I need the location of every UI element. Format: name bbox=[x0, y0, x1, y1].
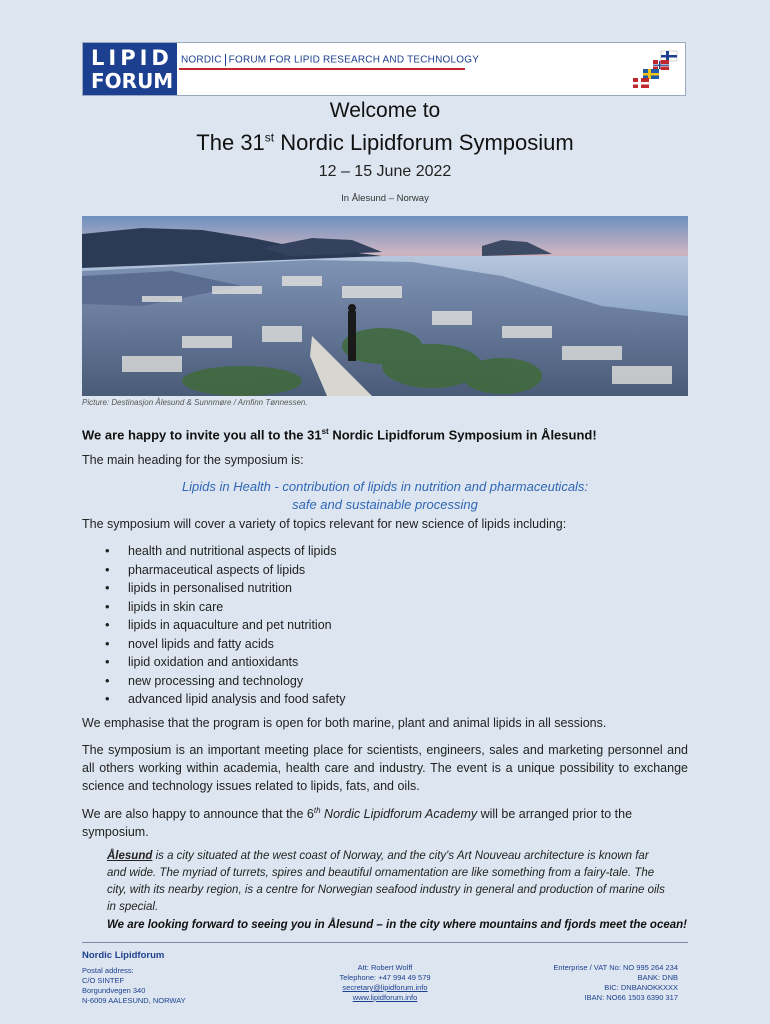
banner-title-left: NORDIC bbox=[181, 54, 222, 66]
invite-heading bbox=[82, 427, 597, 442]
postal-line-3: N-6009 AALESUND, NORWAY bbox=[82, 996, 186, 1005]
contact-web-link[interactable]: www.lipidforum.info bbox=[352, 993, 418, 1002]
alesund-text: is a city situated at the west coast of Norway, and the city's Art Nouveau architecture is known far and wide. The myriad of turrets, spires and beautiful ornamentation are like something from a fairy-tale. The city, with its nearby region, is a centre for Norwegian seafood industry in general and production of marine oils in special. bbox=[107, 850, 665, 913]
symposium-title-prefix: The 31 bbox=[196, 130, 265, 155]
postal-line-1: C/O SINTEF bbox=[82, 976, 125, 985]
main-heading-intro: The main heading for the symposium is: bbox=[82, 453, 304, 467]
list-item: • lipids in personalised nutrition bbox=[100, 579, 346, 598]
invite-suffix: Nordic Lipidforum Symposium in Ålesund! bbox=[328, 427, 597, 443]
symposium-title-suffix: Nordic Lipidforum Symposium bbox=[274, 130, 574, 155]
theme-line-1: Lipids in Health - contribution of lipids in nutrition and pharmaceuticals: bbox=[181, 479, 589, 494]
welcome-heading: Welcome to bbox=[329, 99, 441, 122]
footer-contact bbox=[300, 963, 470, 1003]
list-item: • lipids in aquaculture and pet nutrition bbox=[100, 616, 346, 635]
theme-line-2: safe and sustainable processing bbox=[292, 497, 478, 512]
bank-iban: IBAN: NO66 1503 6390 317 bbox=[584, 993, 678, 1002]
academy-paragraph bbox=[82, 802, 688, 841]
list-item: • novel lipids and fatty acids bbox=[100, 635, 346, 654]
footer-bank bbox=[553, 963, 678, 1003]
list-item: • health and nutritional aspects of lipids bbox=[100, 542, 346, 561]
emphasise-paragraph: We emphasise that the program is open for both marine, plant and animal lipids in all sessions. bbox=[82, 716, 607, 730]
bank-vat: Enterprise / VAT No: NO 995 264 234 bbox=[553, 963, 678, 972]
topics-list bbox=[100, 542, 346, 709]
academy-prefix: We are also happy to announce that the 6 bbox=[82, 807, 314, 822]
invite-sup: st bbox=[321, 427, 329, 436]
footer-org-name: Nordic Lipidforum bbox=[82, 950, 165, 961]
symposium-dates: 12 – 15 June 2022 bbox=[318, 163, 452, 180]
header-banner bbox=[82, 42, 686, 96]
banner-title bbox=[181, 54, 479, 66]
bank-bic: BIC: DNBANOKKXXX bbox=[604, 983, 678, 992]
photo-caption: Picture: Destinasjon Ålesund & Sunnmøre / Arnfinn Tønnessen. bbox=[82, 398, 308, 407]
list-item: • lipids in skin care bbox=[100, 598, 346, 617]
footer-postal bbox=[82, 966, 186, 1006]
logo-line-1: LIPID bbox=[91, 46, 173, 70]
list-item: • pharmaceutical aspects of lipids bbox=[100, 561, 346, 580]
symposium-title-sup: st bbox=[264, 130, 275, 145]
academy-suffix: will be arranged prior to the symposium. bbox=[82, 807, 633, 840]
invite-prefix: We are happy to invite you all to the 31 bbox=[82, 427, 322, 443]
list-item: • new processing and technology bbox=[100, 672, 346, 691]
meeting-place-paragraph: The symposium is an important meeting place for scientists, engineers, sales and marketing personnel and all others working within academia, health care and industry. The event is a unique possibility to exchange science and technology issues related to lipids, fats, and oils. bbox=[82, 743, 688, 793]
footer-divider bbox=[82, 942, 688, 943]
academy-sup: th bbox=[313, 806, 321, 815]
contact-phone: Telephone: +47 994 49 579 bbox=[339, 973, 431, 982]
contact-email-link[interactable]: secretary@lipidforum.info bbox=[342, 983, 428, 992]
postal-line-2: Borgundvegen 340 bbox=[82, 986, 146, 995]
academy-name: Nordic Lipidforum Academy bbox=[320, 807, 478, 822]
contact-att: Att: Robert Wolff bbox=[357, 963, 413, 972]
alesund-word: Ålesund bbox=[107, 850, 153, 862]
list-item: • lipid oxidation and antioxidants bbox=[100, 653, 346, 672]
symposium-location: In Ålesund – Norway bbox=[341, 193, 429, 204]
banner-title-right: FORUM FOR LIPID RESEARCH AND TECHNOLOGY bbox=[228, 54, 480, 66]
logo-line-2: FORUM bbox=[91, 69, 174, 93]
lipid-forum-logo bbox=[83, 43, 177, 95]
closing-line: We are looking forward to seeing you in Ålesund – in the city where mountains and fjords meet the ocean! bbox=[107, 919, 687, 931]
bank-name: BANK: DNB bbox=[637, 973, 678, 982]
list-item: • advanced lipid analysis and food safety bbox=[100, 690, 346, 709]
banner-red-rule bbox=[179, 68, 465, 70]
postal-label: Postal address: bbox=[82, 966, 134, 975]
symposium-title bbox=[0, 130, 770, 156]
nordic-flags-icon bbox=[631, 49, 681, 89]
topics-intro: The symposium will cover a variety of topics relevant for new science of lipids including: bbox=[82, 517, 567, 531]
alesund-paragraph bbox=[107, 848, 667, 916]
symposium-theme bbox=[0, 478, 770, 514]
alesund-photo bbox=[82, 216, 688, 396]
